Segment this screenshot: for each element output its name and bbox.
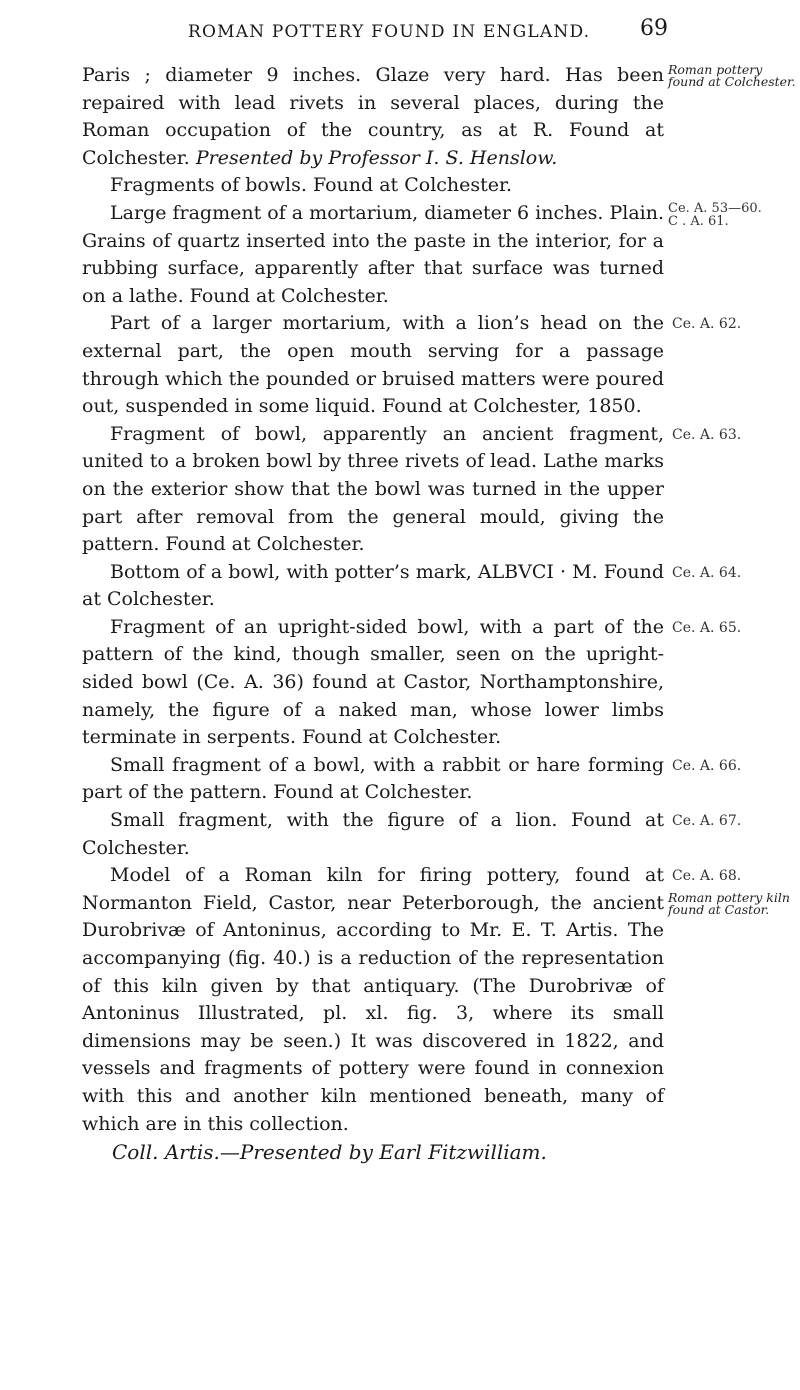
entry-text: Fragments of bowls. Found at Colchester.	[110, 174, 513, 197]
catalogue-ref: Ce. A. 66.	[672, 757, 742, 774]
catalogue-entry	[0, 752, 800, 807]
catalogue-ref: Ce. A. 68.	[672, 868, 742, 885]
catalogue-ref: Ce. A. 63.	[672, 426, 742, 443]
entry-text: Model of a Roman kiln for firing pottery, found at Normanton Field, Castor, near Peterborough, the ancient Durobrivæ of Antoninus, according to Mr. E. T. Artis. The accompanying (fig. 40.) is a reduction of the representation of this kiln given by that antiquary. (The Durobrivæ of Antoninus Illustrated, pl. xl. fig. 3, where its small dimensions may be seen.) It was discovered in 1822, and vessels and fragments of pottery were found in connexion with this and another kiln mentioned beneath, many of which are in this collection.	[82, 864, 664, 1135]
catalogue-entry	[0, 200, 800, 310]
catalogue-entry	[0, 421, 800, 559]
catalogue-ref: Ce. A. 67.	[672, 813, 742, 830]
catalogue-entry	[0, 862, 800, 1138]
catalogue-ref	[668, 202, 794, 229]
catalogue-entry	[0, 614, 800, 752]
entry-text: Small fragment, with the figure of a lion. Found at Colchester.	[82, 809, 664, 859]
donor-credit: Presented by Professor I. S. Henslow.	[195, 146, 558, 169]
catalogue-text	[0, 62, 800, 1166]
margin-note: Roman pottery kiln found at Castor.	[668, 890, 790, 918]
catalogue-entry	[0, 310, 800, 420]
page-header	[0, 14, 800, 46]
entry-text: Small fragment of a bowl, with a rabbit or hare forming part of the pattern. Found at Colchester.	[82, 753, 664, 804]
entry-text: Bottom of a bowl, with potter’s mark, ALBVCI · M. Found at Colchester.	[82, 560, 664, 611]
catalogue-ref: Ce. A. 64.	[672, 564, 742, 581]
catalogue-ref: Ce. A. 62.	[672, 316, 742, 333]
catalogue-ref-line: Ce. A. 53—60.	[668, 200, 762, 216]
page-number: 69	[640, 16, 668, 41]
catalogue-ref-line: C . A. 61.	[668, 214, 729, 230]
catalogue-entry	[0, 62, 800, 172]
catalogue-ref: Ce. A. 65.	[672, 619, 742, 636]
entry-text: Part of a larger mortarium, with a lion’s head on the external part, the open mouth serving for a passage through which the pounded or bruised matters were poured out, suspended in some liquid. Found at Colchester, 1850.	[82, 312, 664, 418]
catalogue-entry	[0, 559, 800, 614]
collection-credit: Coll. Artis.—Presented by Earl Fitzwilliam.	[112, 1140, 547, 1165]
catalogue-entry	[0, 807, 800, 862]
catalogue-entry	[0, 172, 800, 200]
entry-description: Paris ; diameter 9 inches. Glaze very hard. Has been repaired with lead rivets in several places, during the Roman occupation of the country, as at R. Found at Colchester.	[82, 64, 664, 169]
margin-note: Roman pottery found at Colchester.	[668, 62, 796, 89]
entry-text: Fragment of bowl, apparently an ancient fragment, united to a broken bowl by three rivets of lead. Lathe marks on the exterior show that the bowl was turned in the upper part after removal from the general mould, giving the pattern. Found at Colchester.	[82, 422, 664, 556]
running-head: ROMAN POTTERY FOUND IN ENGLAND.	[188, 22, 591, 42]
entry-text: Large fragment of a mortarium, diameter 6 inches. Plain. Grains of quartz inserted into the paste in the interior, for a rubbing surface, apparently after that surface was turned on a lathe. Found at Colchester.	[82, 201, 664, 307]
entry-text: Fragment of an upright-sided bowl, with a part of the pattern of the kind, though smaller, seen on the upright-sided bowl (Ce. A. 36) found at Castor, Northamptonshire, namely, the figure of a naked man, whose lower limbs terminate in serpents. Found at Colchester.	[82, 615, 664, 749]
entry-text	[82, 62, 664, 172]
